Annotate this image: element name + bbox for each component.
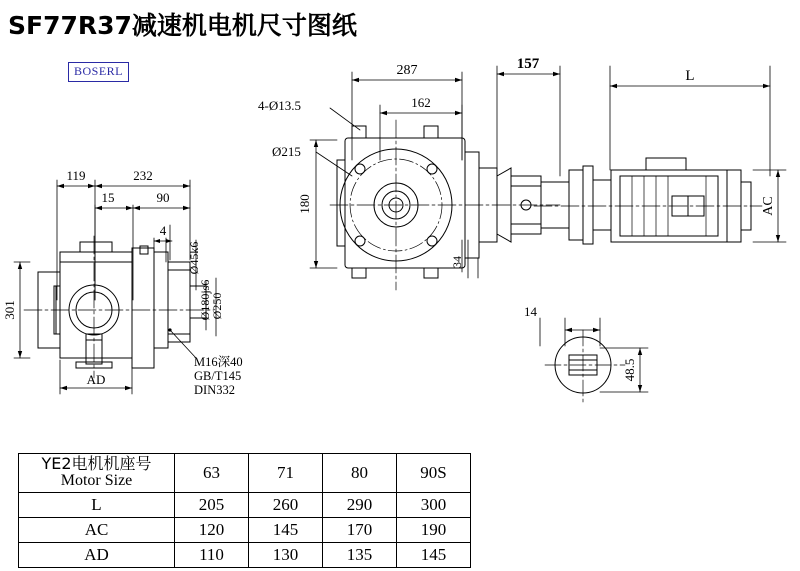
svg-text:15: 15 [101,190,115,205]
svg-text:162: 162 [411,95,431,110]
table-row-label: AC [19,517,175,542]
table-cell: 205 [175,492,249,517]
svg-text:48.5: 48.5 [622,358,637,382]
table-cell: 190 [397,517,471,542]
svg-text:4: 4 [159,223,167,238]
table-cell: 71 [249,454,323,493]
table-cell: 145 [397,542,471,567]
svg-text:157: 157 [516,56,540,72]
table-cell: 135 [323,542,397,567]
svg-text:Ø180js6: Ø180js6 [198,279,212,321]
table-cell: 145 [249,517,323,542]
svg-text:L: L [685,68,695,84]
svg-text:14: 14 [524,304,537,319]
svg-text:M16深40: M16深40 [194,355,243,369]
brand-logo: BOSERL [68,62,129,82]
table-cell: 260 [249,492,323,517]
table-cell: 80 [323,454,397,493]
table-row [19,492,471,517]
svg-text:AC: AC [761,196,776,216]
svg-text:AD: AD [86,372,106,387]
dimension-table [18,453,471,568]
table-cell: 290 [323,492,397,517]
svg-text:Ø250: Ø250 [210,292,224,320]
svg-text:DIN332: DIN332 [194,383,235,397]
svg-text:232: 232 [133,168,153,183]
svg-text:119: 119 [66,168,86,183]
table-cell: 130 [249,542,323,567]
table-cell: 300 [397,492,471,517]
svg-text:4-Ø13.5: 4-Ø13.5 [258,98,301,113]
table-row [19,542,471,567]
table-cell: 110 [175,542,249,567]
svg-text:GB/T145: GB/T145 [194,369,242,383]
svg-text:Ø45k6: Ø45k6 [187,241,201,275]
svg-text:34: 34 [450,256,464,268]
table-row-label: YE2电机机座号 Motor Size [19,454,175,493]
table-row [19,517,471,542]
table-cell: 120 [175,517,249,542]
table-cell: 170 [323,517,397,542]
page-title: SF77R37减速机电机尺寸图纸 [8,11,357,40]
svg-text:301: 301 [2,300,17,320]
table-row [19,454,471,493]
table-row-label: AD [19,542,175,567]
svg-text:Ø215: Ø215 [272,144,301,159]
table-cell: 90S [397,454,471,493]
svg-text:180: 180 [297,194,312,214]
table-cell: 63 [175,454,249,493]
svg-text:287: 287 [396,63,418,78]
table-row-label: L [19,492,175,517]
svg-text:90: 90 [156,190,170,205]
